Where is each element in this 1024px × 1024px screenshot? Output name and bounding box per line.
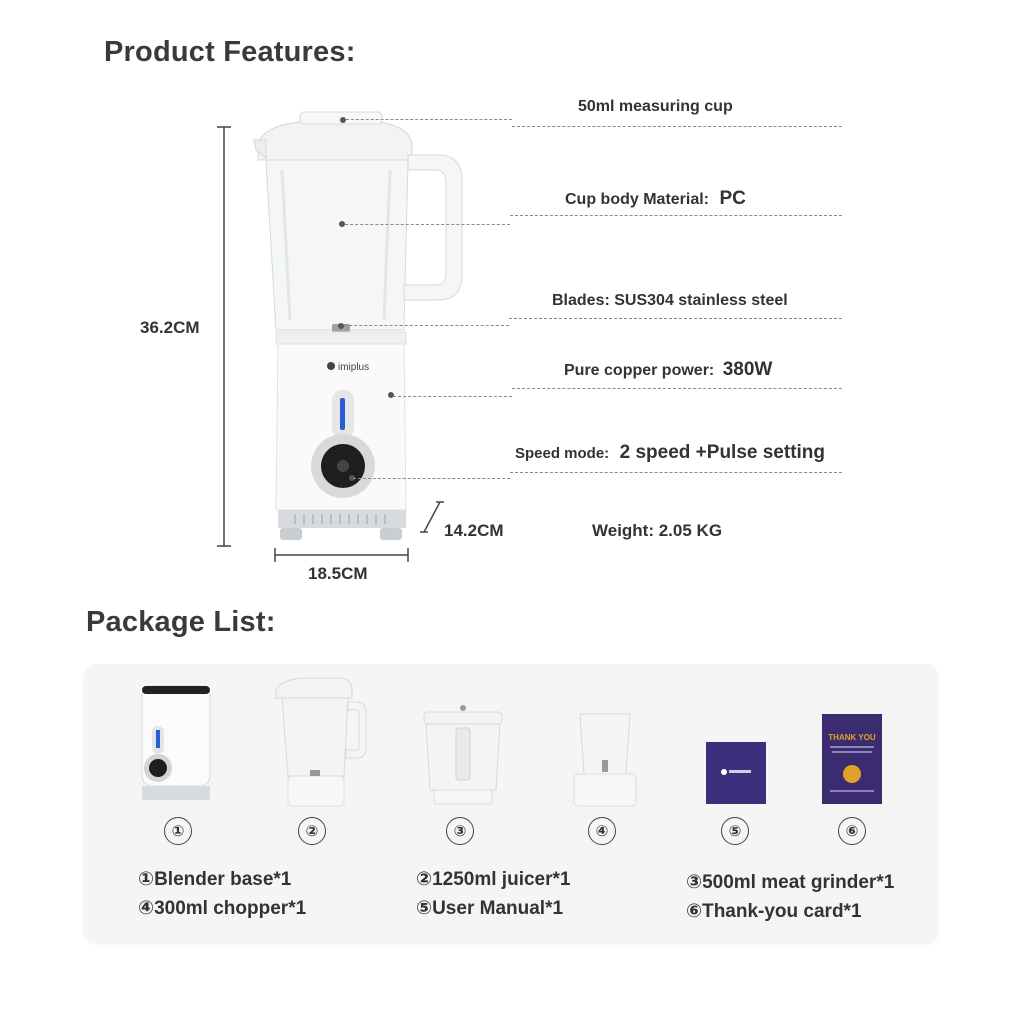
- width-dimension-line: [275, 548, 408, 562]
- package-number-5: ⑤: [721, 817, 749, 845]
- product-features-heading: Product Features:: [104, 36, 356, 68]
- power-underline: [512, 388, 842, 389]
- blender-base-image: [130, 680, 220, 810]
- package-number-4: ④: [588, 817, 616, 845]
- cup-body-label: Cup body Material:: [565, 191, 710, 208]
- package-item-blender-base: ①Blender base*1: [138, 869, 292, 890]
- package-number-1: ①: [164, 817, 192, 845]
- depth-dimension-label: 14.2CM: [444, 521, 504, 540]
- package-item-juicer: ②1250ml juicer*1: [416, 869, 571, 890]
- cup-body-value: PC: [719, 188, 746, 209]
- power-leader: [393, 396, 512, 397]
- package-number-2: ②: [298, 817, 326, 845]
- package-number-3: ③: [446, 817, 474, 845]
- weight-callout: Weight: 2.05 KG: [592, 521, 723, 540]
- package-item-user-manual: ⑤User Manual*1: [416, 898, 564, 919]
- juicer-jar-image: [262, 676, 372, 810]
- depth-dimension-line: [420, 502, 444, 532]
- blades-leader: [344, 325, 509, 326]
- thank-you-card-title: THANK YOU: [828, 733, 876, 742]
- cup-body-callout: [565, 188, 746, 210]
- measuring-cup-callout: 50ml measuring cup: [578, 98, 733, 115]
- speed-value: 2 speed +Pulse setting: [619, 442, 826, 463]
- height-dimension-label: 36.2CM: [140, 318, 200, 337]
- package-number-6: ⑥: [838, 817, 866, 845]
- package-list-heading: Package List:: [86, 606, 276, 638]
- power-label: Pure copper power:: [564, 362, 715, 379]
- meat-grinder-image: [418, 704, 508, 808]
- brand-logo-text: imiplus: [338, 362, 370, 373]
- power-value: 380W: [722, 359, 773, 380]
- speed-leader: [353, 478, 510, 479]
- height-dimension-line: [217, 127, 231, 546]
- speed-label: Speed mode:: [515, 445, 610, 462]
- speed-callout: [515, 442, 825, 464]
- package-item-thank-you-card: ⑥Thank-you card*1: [686, 901, 862, 922]
- cup-body-underline: [510, 215, 842, 216]
- chopper-cup-image: [570, 710, 640, 810]
- package-item-chopper: ④300ml chopper*1: [138, 898, 307, 919]
- measuring-cup-underline: [512, 126, 842, 127]
- measuring-cup-leader: [346, 119, 512, 120]
- blender-illustration: [200, 100, 500, 590]
- power-callout: [564, 359, 772, 381]
- blades-callout: Blades: SUS304 stainless steel: [552, 292, 788, 309]
- thank-you-card-image: [818, 710, 888, 808]
- user-manual-image: [702, 738, 770, 808]
- speed-underline: [510, 472, 842, 473]
- blades-underline: [509, 318, 842, 319]
- width-dimension-label: 18.5CM: [308, 564, 368, 583]
- package-item-meat-grinder: ③500ml meat grinder*1: [686, 872, 895, 893]
- cup-body-leader: [345, 224, 510, 225]
